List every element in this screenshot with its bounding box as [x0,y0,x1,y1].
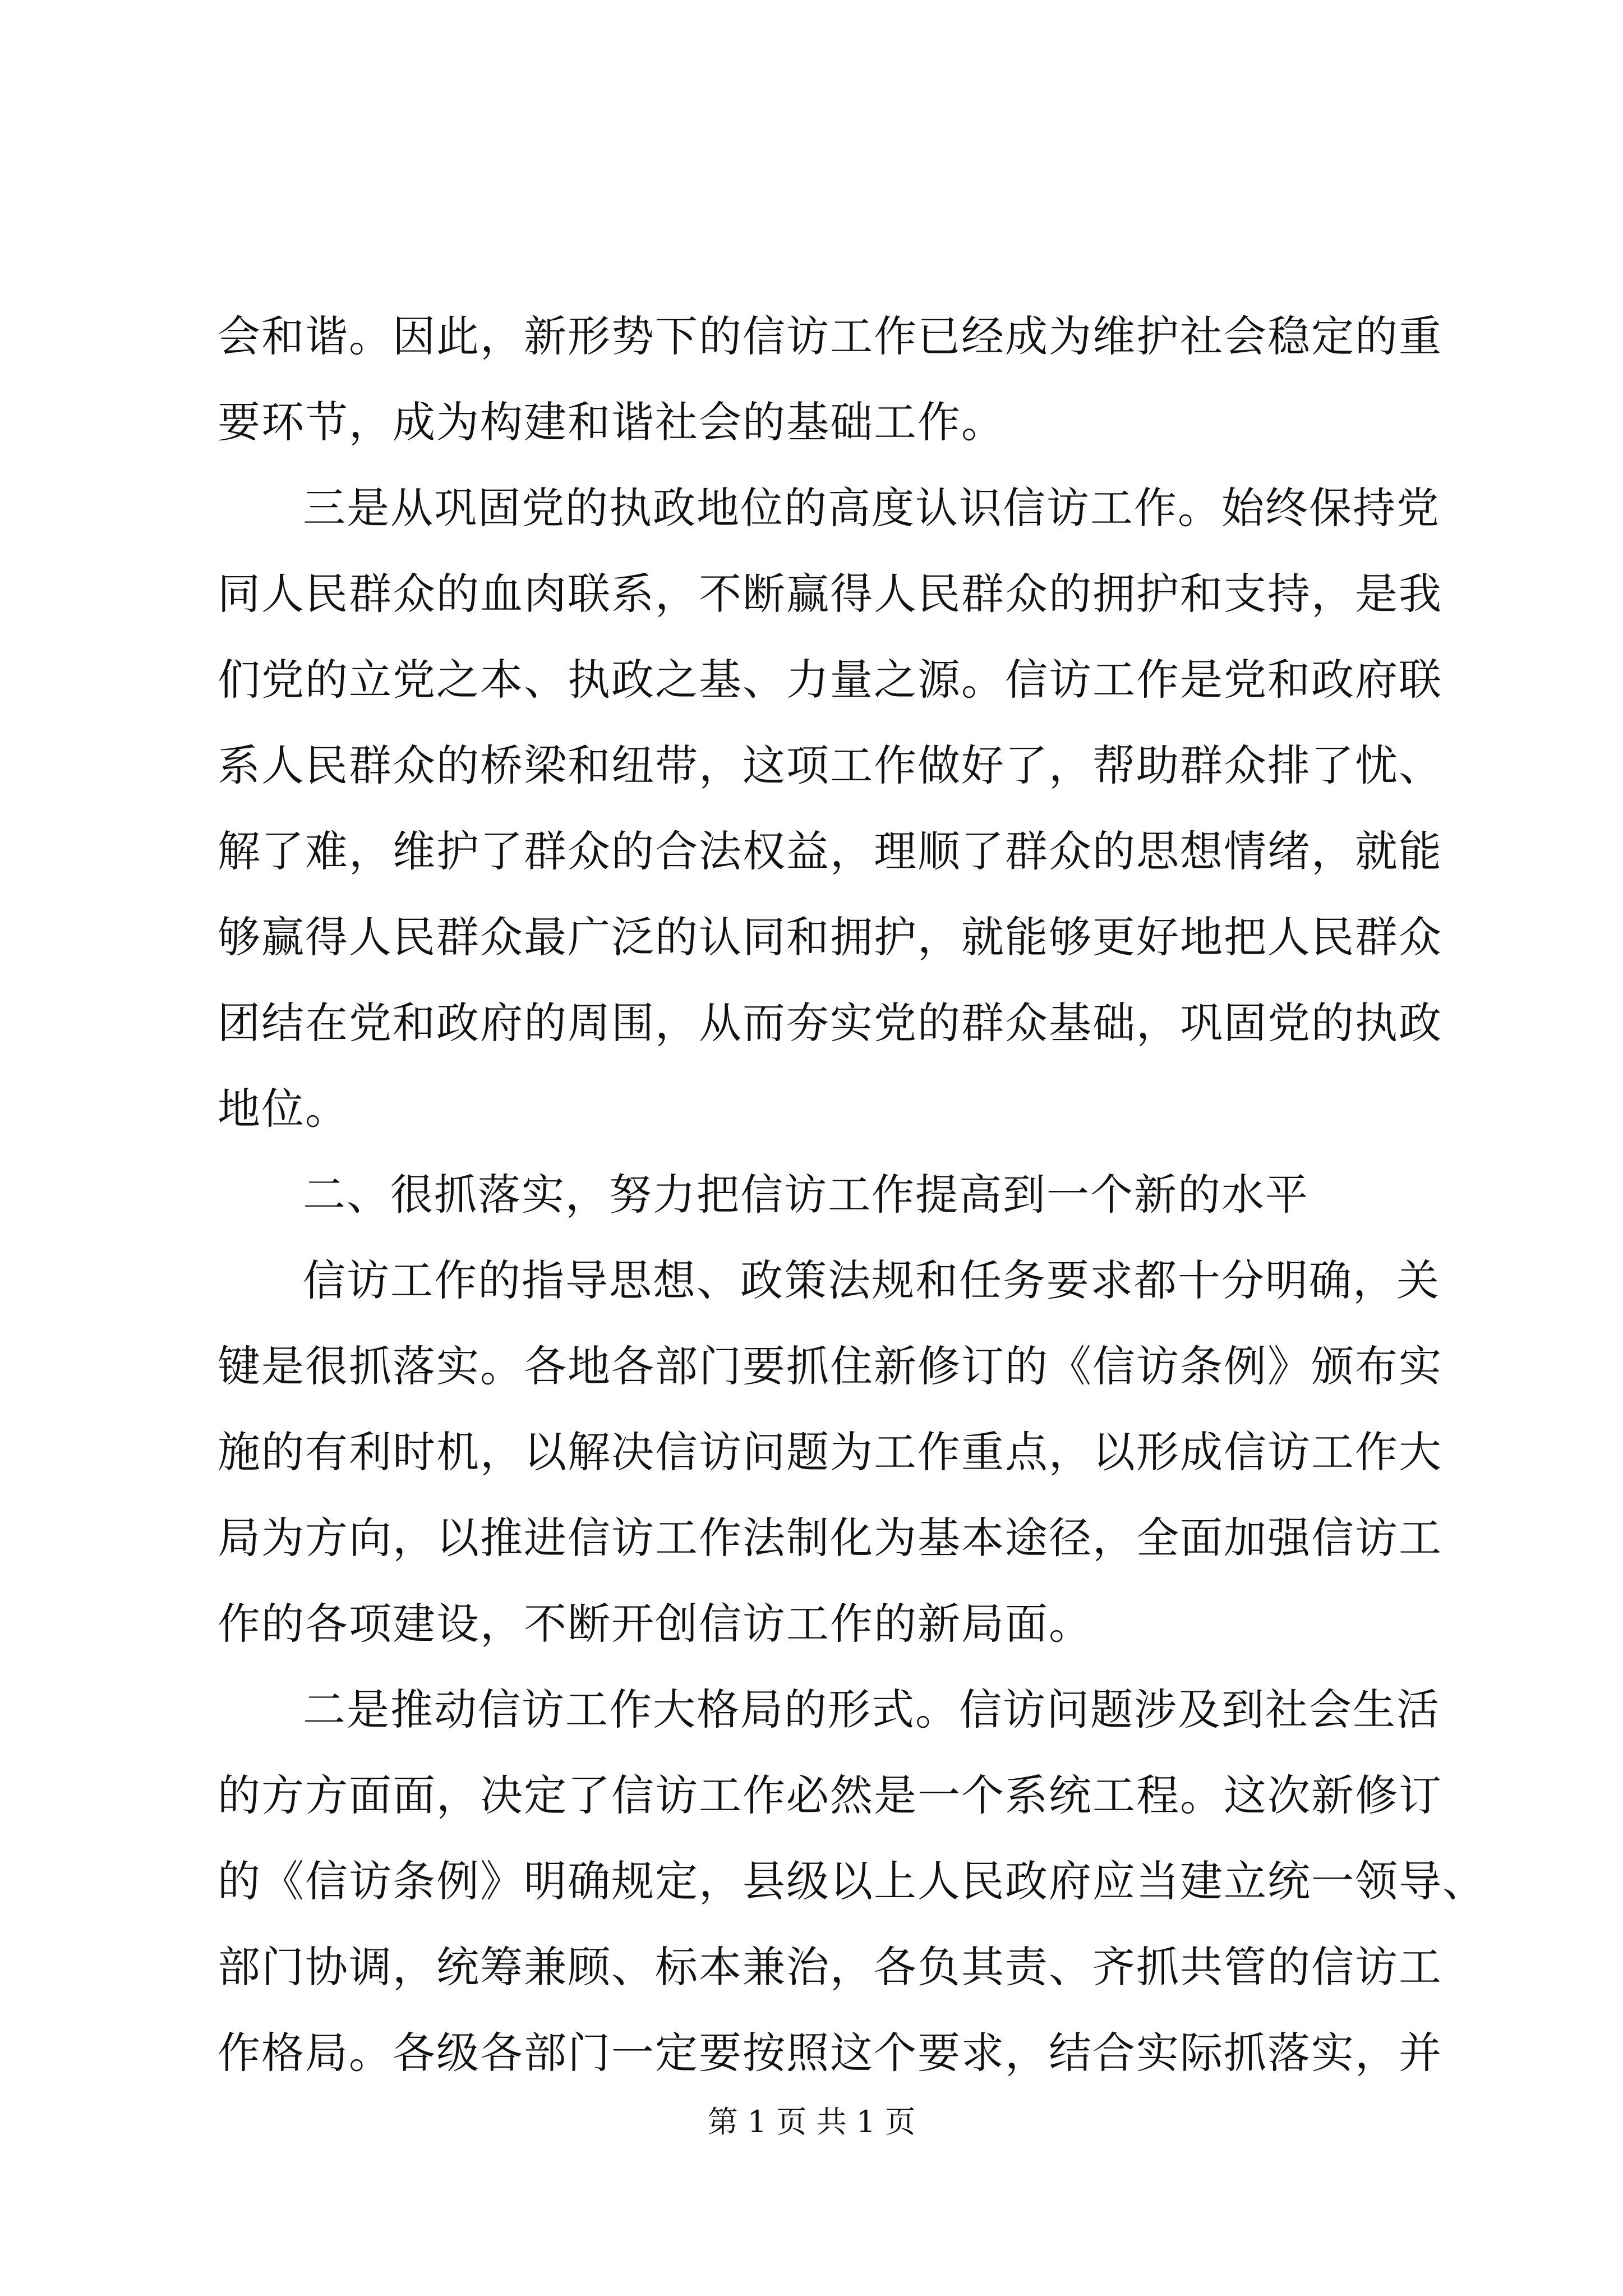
text-line: 要环节，成为构建和谐社会的基础工作。 [218,397,1005,447]
text-line: 够赢得人民群众最广泛的认同和拥护，就能够更好地把人民群众 [218,912,1442,962]
section-heading: 二、很抓落实，努力把信访工作提高到一个新的水平 [303,1170,1309,1220]
text-line: 解了难，维护了群众的合法权益，理顺了群众的思想情绪，就能 [218,826,1442,876]
text-line: 二是推动信访工作大格局的形式。信访问题涉及到社会生活 [303,1685,1440,1734]
text-line: 同人民群众的血肉联系，不断赢得人民群众的拥护和支持，是我 [218,569,1442,619]
text-line: 作格局。各级各部门一定要按照这个要求，结合实际抓落实，并 [218,2028,1442,2078]
text-line: 三是从巩固党的执政地位的高度认识信访工作。始终保持党 [303,483,1440,533]
text-line: 部门协调，统筹兼顾、标本兼治，各负其责、齐抓共管的信访工 [218,1942,1442,1992]
text-line: 的方方面面，决定了信访工作必然是一个系统工程。这次新修订 [218,1770,1442,1820]
text-line: 会和谐。因此，新形势下的信访工作已经成为维护社会稳定的重 [218,311,1442,361]
text-line: 系人民群众的桥梁和纽带，这项工作做好了，帮助群众排了忧、 [218,740,1442,790]
body-text [218,293,1486,2096]
text-line: 的《信访条例》明确规定，县级以上人民政府应当建立统一领导、 [218,1856,1486,1906]
text-line: 施的有利时机，以解决信访问题为工作重点，以形成信访工作大 [218,1427,1442,1477]
text-line: 键是很抓落实。各地各部门要抓住新修订的《信访条例》颁布实 [218,1341,1442,1391]
text-line: 局为方向，以推进信访工作法制化为基本途径，全面加强信访工 [218,1513,1442,1563]
text-line: 地位。 [218,1084,349,1134]
page-footer: 第 1 页 共 1 页 [707,2104,916,2139]
text-line: 作的各项建设，不断开创信访工作的新局面。 [218,1599,1092,1649]
text-line: 们党的立党之本、执政之基、力量之源。信访工作是党和政府联 [218,655,1442,705]
text-line: 团结在党和政府的周围，从而夯实党的群众基础，巩固党的执政 [218,998,1442,1048]
text-line: 信访工作的指导思想、政策法规和任务要求都十分明确，关 [303,1255,1440,1305]
